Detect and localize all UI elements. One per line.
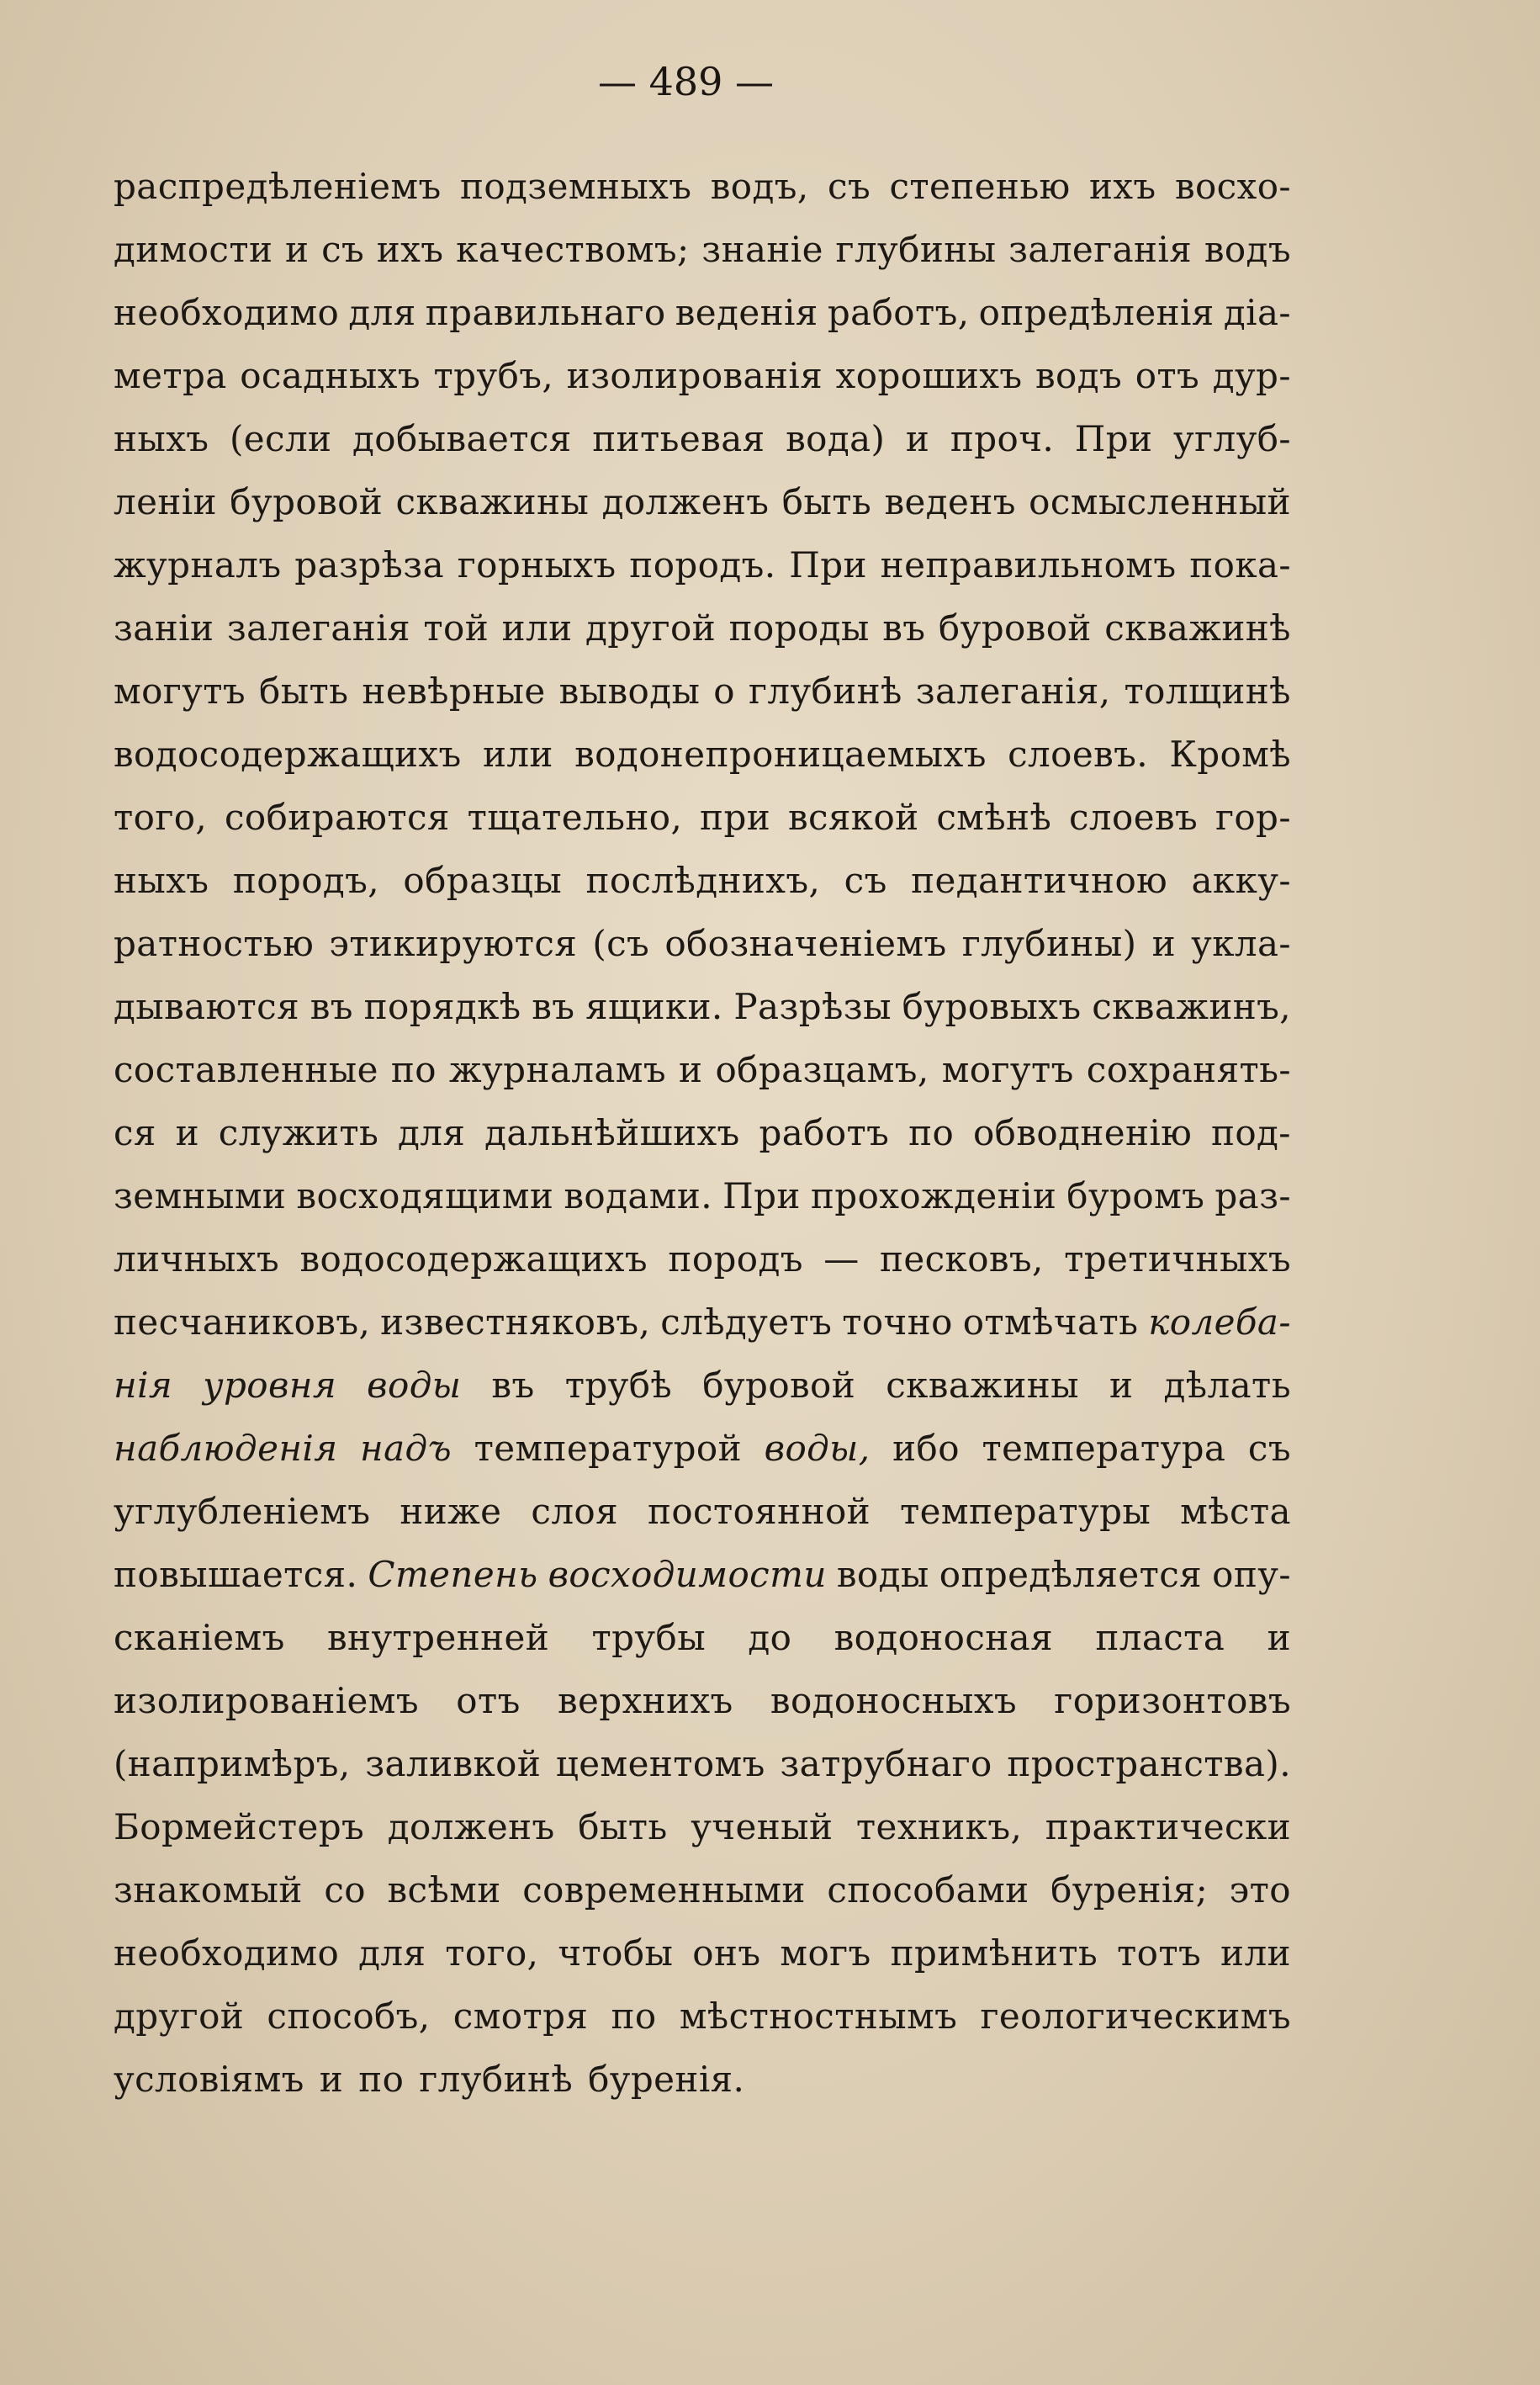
word: ниже (400, 1491, 502, 1532)
word: другой (114, 1995, 245, 2037)
word: (съ (592, 923, 650, 964)
text-line (114, 1921, 1291, 1985)
word: под- (1210, 1112, 1291, 1153)
word: залеганія, (915, 670, 1111, 712)
word: вода) (786, 418, 886, 459)
word: опу- (1212, 1554, 1291, 1595)
word: слоя (531, 1491, 618, 1532)
word: діа- (1223, 292, 1291, 333)
word: изолированіемъ (114, 1680, 419, 1721)
word: примѣнить (890, 1932, 1098, 1974)
italic-word: восходимости (548, 1554, 827, 1595)
word: невѣрные (362, 670, 546, 712)
word: сохранять- (1086, 1049, 1291, 1090)
word: (если (230, 418, 332, 459)
word: отъ (456, 1680, 521, 1721)
word: буровой (938, 607, 1092, 649)
word: необходимо (114, 292, 340, 333)
word: ся (114, 1112, 156, 1153)
word: работъ (759, 1112, 890, 1153)
word: скважины (395, 481, 590, 522)
word: водъ (1035, 355, 1123, 396)
word: знакомый (114, 1869, 303, 1911)
italic-word: нія (114, 1365, 173, 1406)
word: другой (585, 607, 717, 649)
word: цементомъ (555, 1743, 765, 1784)
text-line (114, 723, 1291, 786)
word: послѣднихъ, (585, 860, 821, 901)
word: питьевая (592, 418, 765, 459)
word: способами (827, 1869, 1029, 1911)
text-line (114, 1164, 1291, 1227)
word: буровой (702, 1365, 856, 1406)
italic-word: воды, (764, 1428, 871, 1469)
word: или (501, 607, 573, 649)
word: Разрѣзы (733, 986, 892, 1027)
word: раз- (1215, 1175, 1291, 1216)
word: димости (114, 229, 273, 270)
word: восхо- (1174, 166, 1291, 207)
word: породъ, (232, 860, 380, 901)
word: заливкой (365, 1743, 542, 1784)
word: укла- (1191, 923, 1291, 964)
text-line (114, 281, 1291, 344)
word: разрѣза (294, 544, 445, 586)
text-line (114, 786, 1291, 849)
word: въ (491, 1365, 535, 1406)
word: съ (844, 860, 887, 901)
word: ихъ (376, 229, 444, 270)
word: это (1229, 1869, 1291, 1911)
text-line (114, 1480, 1291, 1543)
word: углуб- (1173, 418, 1291, 459)
word: по (358, 2059, 405, 2100)
word: веденъ (884, 481, 1016, 522)
word: журналамъ (449, 1049, 666, 1090)
word: всякой (787, 797, 919, 838)
word: осадныхъ (240, 355, 421, 396)
word: буромъ (1066, 1175, 1205, 1216)
word: глубины (835, 229, 997, 270)
word: заніи (114, 607, 214, 649)
word: по (390, 1049, 437, 1090)
word: въ (532, 986, 575, 1027)
word: и (1267, 1617, 1291, 1658)
word: (напримѣръ, (114, 1743, 351, 1784)
word: этикируются (329, 923, 578, 964)
text-line (114, 344, 1291, 407)
word: пока- (1189, 544, 1291, 586)
word: ратностью (114, 923, 315, 964)
word: трубѣ (564, 1365, 673, 1406)
word: известняковъ, (380, 1301, 651, 1343)
word: отмѣчать (962, 1301, 1139, 1343)
word: и (175, 1112, 200, 1153)
word: личныхъ (114, 1238, 280, 1280)
word: служить (218, 1112, 379, 1153)
text-line (114, 1038, 1291, 1101)
word: залеганія (226, 607, 410, 649)
word: быть (578, 1806, 668, 1847)
italic-word: наблюденія (114, 1428, 338, 1469)
word: буренія; (1050, 1869, 1209, 1911)
word: составленные (114, 1049, 378, 1090)
word: температура (982, 1428, 1226, 1469)
word: толщинѣ (1124, 670, 1291, 712)
text-line (114, 1669, 1291, 1732)
word: слоевъ. (1008, 734, 1148, 775)
word: водъ (1204, 229, 1291, 270)
word: водъ, (710, 166, 809, 207)
word: геологическимъ (980, 1995, 1291, 2037)
word: дур- (1212, 355, 1291, 396)
word: Бормейстеръ (114, 1806, 365, 1847)
word: неправильномъ (880, 544, 1177, 586)
word: песковъ, (879, 1238, 1044, 1280)
word: ящики. (585, 986, 723, 1027)
word: температурой (474, 1428, 743, 1469)
word: слѣдуетъ (660, 1301, 833, 1343)
word: глубинѣ (419, 2059, 574, 2100)
text-line (114, 1227, 1291, 1291)
word: подземныхъ (459, 166, 692, 207)
word: породъ. (629, 544, 776, 586)
word: затрубнаго (780, 1743, 992, 1784)
word: въ (310, 986, 353, 1027)
word: необходимо (114, 1932, 340, 1974)
word: точно (842, 1301, 953, 1343)
text-line (114, 1101, 1291, 1164)
word: долженъ (601, 481, 770, 522)
word: залеганія (1008, 229, 1193, 270)
word: углубленіемъ (114, 1491, 371, 1532)
word: глубинѣ (748, 670, 902, 712)
word: выводы (558, 670, 701, 712)
word: о (713, 670, 735, 712)
text-line (114, 218, 1291, 281)
word: хорошихъ (835, 355, 1023, 396)
word: техникъ, (855, 1806, 1023, 1847)
text-line (114, 1417, 1291, 1480)
word: ихъ (1088, 166, 1156, 207)
word: породъ (668, 1238, 803, 1280)
word: современными (522, 1869, 806, 1911)
word: дываются (114, 986, 299, 1027)
word: — (823, 1238, 860, 1280)
word: земными (114, 1175, 287, 1216)
word: пласта (1095, 1617, 1225, 1658)
word: метра (114, 355, 227, 396)
word: чтобы (558, 1932, 674, 1974)
word: горизонтовъ (1054, 1680, 1291, 1721)
word: дѣлать (1163, 1365, 1291, 1406)
word: скважинъ, (1092, 986, 1291, 1027)
italic-word: воды (367, 1365, 462, 1406)
word: ныхъ (114, 418, 209, 459)
word: могутъ (114, 670, 246, 712)
word: изолированія (566, 355, 823, 396)
word: смотря (452, 1995, 589, 2037)
text-line (114, 407, 1291, 470)
word: по (908, 1112, 955, 1153)
word: обозначеніемъ (664, 923, 947, 964)
word: и (905, 418, 930, 459)
text-line (114, 1543, 1291, 1606)
word: водами. (564, 1175, 713, 1216)
word: обводненію (972, 1112, 1193, 1153)
word: онъ (692, 1932, 761, 1974)
word: осмысленный (1029, 481, 1291, 522)
word: быть (259, 670, 349, 712)
text-line (114, 1858, 1291, 1921)
word: При (789, 544, 867, 586)
word: песчаниковъ, (114, 1301, 371, 1343)
text-line (114, 533, 1291, 596)
word: слоевъ (1069, 797, 1199, 838)
word: по (611, 1995, 657, 2037)
word: того, (114, 797, 208, 838)
word: скважины (886, 1365, 1079, 1406)
word: съ (1247, 1428, 1291, 1469)
word: ибо (892, 1428, 960, 1469)
text-line (114, 2048, 1291, 2111)
word: качествомъ; (456, 229, 690, 270)
word: горныхъ (457, 544, 617, 586)
word: педантичною (911, 860, 1168, 901)
word: распредѣленіемъ (114, 166, 442, 207)
word: собираются (224, 797, 450, 838)
word: и (1109, 1365, 1134, 1406)
text-line (114, 470, 1291, 533)
word: могутъ (941, 1049, 1074, 1090)
word: При (722, 1175, 801, 1216)
word: со (324, 1869, 366, 1911)
word: сканіемъ (114, 1617, 285, 1658)
word: температуры (900, 1491, 1151, 1532)
word: для (398, 1112, 466, 1153)
word: отъ (1135, 355, 1200, 396)
word: буровыхъ (902, 986, 1082, 1027)
word: той (423, 607, 490, 649)
word: при (700, 797, 771, 838)
word: опредѣленія (978, 292, 1215, 333)
text-line (114, 1291, 1291, 1354)
word: всѣми (387, 1869, 501, 1911)
word: журналъ (114, 544, 282, 586)
word: буренія. (588, 2059, 745, 2100)
word: повышается. (114, 1554, 358, 1595)
word: третичныхъ (1064, 1238, 1291, 1280)
word: правильнаго (425, 292, 666, 333)
word: съ (828, 166, 871, 207)
word: степенью (889, 166, 1071, 207)
word: добывается (352, 418, 572, 459)
word: знаніе (701, 229, 823, 270)
word: работъ, (827, 292, 970, 333)
word: верхнихъ (557, 1680, 733, 1721)
text-line (114, 596, 1291, 660)
word: трубы (591, 1617, 706, 1658)
italic-word: уровня (203, 1365, 337, 1406)
word: смѣнѣ (936, 797, 1052, 838)
word: опредѣляется (939, 1554, 1203, 1595)
word: Кромѣ (1169, 734, 1291, 775)
word: водонепроницаемыхъ (574, 734, 987, 775)
word: и (1151, 923, 1176, 964)
word: проч. (950, 418, 1055, 459)
word: образцы (403, 860, 563, 901)
word: въ (882, 607, 926, 649)
word: долженъ (387, 1806, 555, 1847)
word: и (319, 2059, 344, 2100)
word: мѣста (1180, 1491, 1291, 1532)
word: или (482, 734, 553, 775)
word: ныхъ (114, 860, 209, 901)
italic-word: надъ (360, 1428, 452, 1469)
italic-word: колеба- (1148, 1301, 1291, 1343)
word: породы (728, 607, 870, 649)
text-line (114, 1795, 1291, 1858)
word: внутренней (327, 1617, 550, 1658)
word: гор- (1215, 797, 1291, 838)
word: При (1074, 418, 1153, 459)
word: тотъ (1117, 1932, 1202, 1974)
word: съ (321, 229, 365, 270)
word: трубъ, (433, 355, 554, 396)
word: воды (836, 1554, 929, 1595)
word: водосодержащихъ (299, 1238, 648, 1280)
word: образцамъ, (715, 1049, 929, 1090)
word: глубины) (961, 923, 1137, 964)
word: и (679, 1049, 703, 1090)
text-line (114, 660, 1291, 723)
word: способъ, (267, 1995, 431, 2037)
word: скважинѣ (1104, 607, 1291, 649)
word: условіямъ (114, 2059, 304, 2100)
text-line (114, 1732, 1291, 1795)
word: леніи (114, 481, 217, 522)
word: пространства). (1007, 1743, 1291, 1784)
word: прохожденіи (810, 1175, 1057, 1216)
word: и (285, 229, 310, 270)
text-line (114, 155, 1291, 218)
word: или (1220, 1932, 1291, 1974)
text-line (114, 1606, 1291, 1669)
word: до (748, 1617, 792, 1658)
word: того, (445, 1932, 539, 1974)
word: ученый (691, 1806, 834, 1847)
word: водоносная (834, 1617, 1054, 1658)
word: порядкѣ (363, 986, 521, 1027)
page-number: — 489 — (597, 59, 775, 104)
word: веденія (675, 292, 818, 333)
word: восходящими (296, 1175, 554, 1216)
italic-word: Степень (368, 1554, 538, 1595)
word: акку- (1191, 860, 1291, 901)
word: дальнѣйшихъ (484, 1112, 740, 1153)
word: быть (781, 481, 872, 522)
text-line (114, 975, 1291, 1038)
word: могъ (780, 1932, 871, 1974)
text-line (114, 912, 1291, 975)
text-line (114, 1985, 1291, 2048)
word: водосодержащихъ (114, 734, 462, 775)
word: мѣстностнымъ (679, 1995, 958, 2037)
word: постоянной (647, 1491, 871, 1532)
word: для (358, 1932, 426, 1974)
body-text (114, 155, 1291, 2111)
word: для (348, 292, 416, 333)
word: практически (1045, 1806, 1291, 1847)
word: тщательно, (467, 797, 683, 838)
word: водоносныхъ (770, 1680, 1018, 1721)
word: буровой (230, 481, 384, 522)
text-line (114, 849, 1291, 912)
text-line (114, 1354, 1291, 1417)
